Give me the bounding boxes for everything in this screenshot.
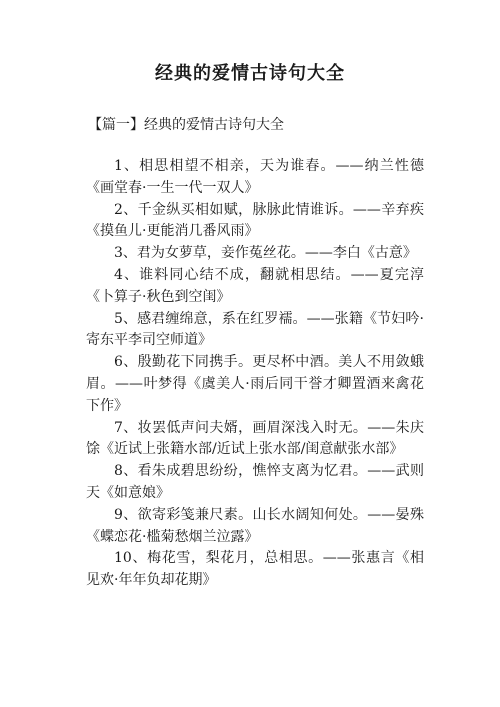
poem-entry-1: 1、相思相望不相亲，天为谁春。——纳兰性德《画堂春·一生一代一双人》: [86, 158, 424, 196]
document-title: 经典的爱情古诗句大全: [155, 63, 345, 84]
poem-entry-10: 10、梅花雪，梨花月，总相思。——张惠言《相见欢·年年负却花期》: [86, 550, 424, 589]
poem-entry-9: 9、欲寄彩笺兼尺素。山长水阔知何处。——晏殊《蝶恋花·槛菊愁烟兰泣露》: [86, 506, 424, 545]
poem-entry-3: 3、君为女萝草，妾作菟丝花。——李白《古意》: [114, 245, 417, 262]
poem-list: [86, 156, 424, 592]
poem-entry-5: 5、感君缠绵意，系在红罗襦。——张籍《节妇吟·寄东平李司空师道》: [86, 310, 424, 349]
poem-entry-2: 2、千金纵买相如赋，脉脉此情谁诉。——辛弃疾《摸鱼儿·更能消几番风雨》: [86, 201, 424, 240]
section-heading: 【篇一】经典的爱情古诗句大全: [88, 117, 284, 133]
poem-entry-6: 6、殷勤花下同携手。更尽杯中酒。美人不用敛蛾眉。——叶梦得《虞美人·雨后同干誉才卿置酒来禽花下作》: [86, 354, 424, 414]
poem-entry-7: 7、妆罢低声问夫婿，画眉深浅入时无。——朱庆馀《近试上张籍水部/近试上张水部/闺意献张水部》: [86, 419, 424, 458]
poem-entry-4: 4、谁料同心结不成，翻就相思结。——夏完淳《卜算子·秋色到空闺》: [86, 266, 424, 305]
poem-entry-8: 8、看朱成碧思纷纷，憔悴支离为忆君。——武则天《如意娘》: [86, 463, 424, 501]
